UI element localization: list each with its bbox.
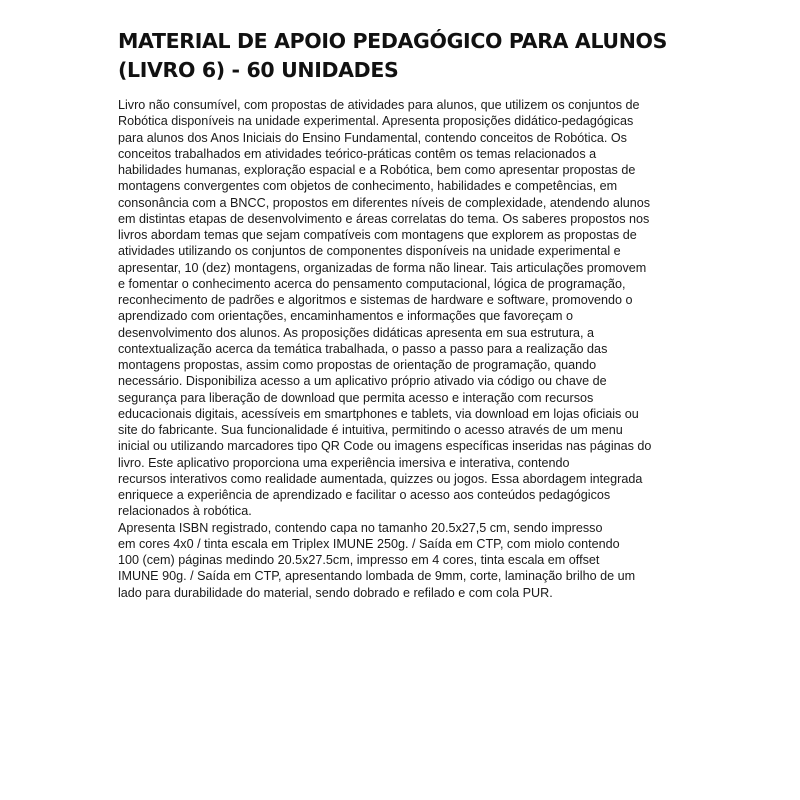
description-line: consonância com a BNCC, propostos em diferentes níveis de complexidade, atendendo alunos xyxy=(118,195,651,210)
description-line: e fomentar o conhecimento acerca do pensamento computacional, lógica de programação, xyxy=(118,276,626,291)
document-title xyxy=(118,27,688,85)
description-line: livro. Este aplicativo proporciona uma experiência imersiva e interativa, contendo xyxy=(118,455,570,470)
description-line: Robótica disponíveis na unidade experimental. Apresenta proposições didático-pedagógicas xyxy=(118,114,634,129)
description-line: lado para durabilidade do material, sendo dobrado e refilado e com cola PUR. xyxy=(118,585,553,600)
description-line: contextualização acerca da temática trabalhada, o passo a passo para a realização das xyxy=(118,341,608,356)
document xyxy=(118,27,688,601)
description-line: habilidades humanas, exploração espacial e a Robótica, bem como apresentar propostas de xyxy=(118,163,636,177)
description-line: livros abordam temas que sejam compatíveis com montagens que explorem as propostas de xyxy=(118,228,637,242)
description-line: Livro não consumível, com propostas de atividades para alunos, que utilizem os conjuntos de xyxy=(118,98,640,112)
description-line: Apresenta ISBN registrado, contendo capa no tamanho 20.5x27,5 cm, sendo impresso xyxy=(118,520,603,535)
description-line: inicial ou utilizando marcadores tipo QR Code ou imagens específicas inseridas nas páginas do xyxy=(118,439,652,454)
description-line: conceitos trabalhados em atividades teórico-práticas contêm os temas relacionados a xyxy=(118,146,597,161)
description-line: montagens propostas, assim como propostas de orientação de programação, quando xyxy=(118,358,597,372)
description-line: reconhecimento de padrões e algoritmos e sistemas de hardware e software, promovendo o xyxy=(118,293,633,307)
description-line: educacionais digitais, acessíveis em smartphones e tablets, via download em lojas oficiais ou xyxy=(118,406,639,421)
description-paragraph xyxy=(118,97,688,601)
description-line: aprendizado com orientações, encaminhamentos e informações que favoreçam o xyxy=(118,309,574,324)
description-line: para alunos dos Anos Iniciais do Ensino Fundamental, contendo conceitos de Robótica. Os xyxy=(118,130,627,145)
description-line: recursos interativos como realidade aumentada, quizzes ou jogos. Essa abordagem integrada xyxy=(118,471,643,486)
description-line: IMUNE 90g. / Saída em CTP, apresentando lombada de 9mm, corte, laminação brilho de um xyxy=(118,569,636,584)
description-line: montagens convergentes com objetos de conhecimento, habilidades e competências, em xyxy=(118,179,618,194)
description-line: atividades utilizando os conjuntos de componentes disponíveis na unidade experimental e xyxy=(118,244,621,259)
title-line: (LIVRO 6) - 60 UNIDADES xyxy=(118,58,399,82)
description-line: apresentar, 10 (dez) montagens, organizadas de forma não linear. Tais articulações promovem xyxy=(118,260,647,275)
description-line: desenvolvimento dos alunos. As proposições didáticas apresenta em sua estrutura, a xyxy=(118,325,595,340)
description-line: site do fabricante. Sua funcionalidade é intuitiva, permitindo o acesso através de um menu xyxy=(118,423,623,437)
description-line: em cores 4x0 / tinta escala em Triplex IMUNE 250g. / Saída em CTP, com miolo contendo xyxy=(118,536,620,551)
description-line: necessário. Disponibiliza acesso a um aplicativo próprio ativado via código ou chave de xyxy=(118,374,607,389)
description-line: em distintas etapas de desenvolvimento e áreas correlatas do tema. Os saberes propostos nos xyxy=(118,211,650,226)
description-line: 100 (cem) páginas medindo 20.5x27.5cm, impresso em 4 cores, tinta escala em offset xyxy=(118,553,600,567)
description-line: enriquece a experiência de aprendizado e facilitar o acesso aos conteúdos pedagógicos xyxy=(118,488,611,502)
description-line: relacionados à robótica. xyxy=(118,504,252,519)
description-line: segurança para liberação de download que permita acesso e interação com recursos xyxy=(118,390,594,405)
title-line: MATERIAL DE APOIO PEDAGÓGICO PARA ALUNOS xyxy=(118,29,668,53)
